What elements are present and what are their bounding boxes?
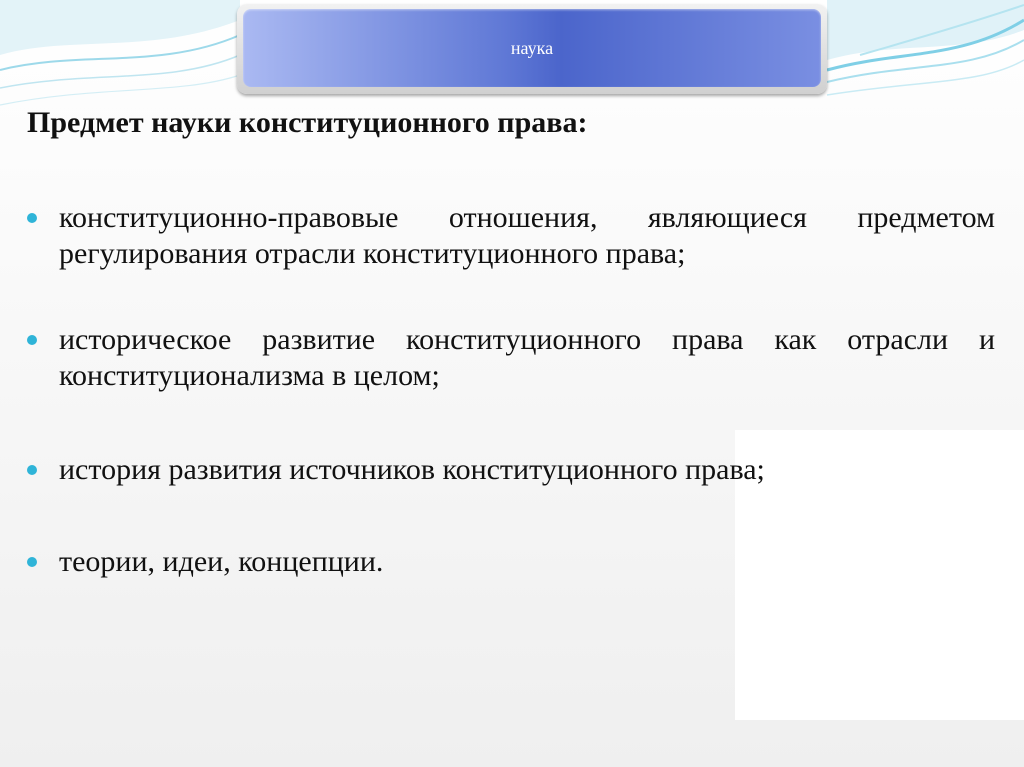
header-label: наука <box>510 37 554 58</box>
list-item <box>21 322 995 394</box>
list-item <box>21 544 995 580</box>
bullet-text: историческое развитие конституционного права как отрасли и конституционализма в целом; <box>59 323 995 392</box>
bullet-icon <box>27 213 37 223</box>
slide-heading: Предмет науки конституционного права: <box>27 106 588 139</box>
bullet-icon <box>27 335 37 345</box>
bullet-text: теории, идеи, концепции. <box>59 545 384 578</box>
bullet-icon <box>27 557 37 567</box>
bullet-icon <box>27 465 37 475</box>
bullet-list <box>21 200 995 580</box>
bullet-text: история развития источников конституционного права; <box>59 453 765 486</box>
list-item <box>21 200 995 272</box>
list-item <box>21 452 995 488</box>
bullet-text: конституционно-правовые отношения, являющиеся предметом регулирования отрасли конституционного права; <box>59 201 995 270</box>
